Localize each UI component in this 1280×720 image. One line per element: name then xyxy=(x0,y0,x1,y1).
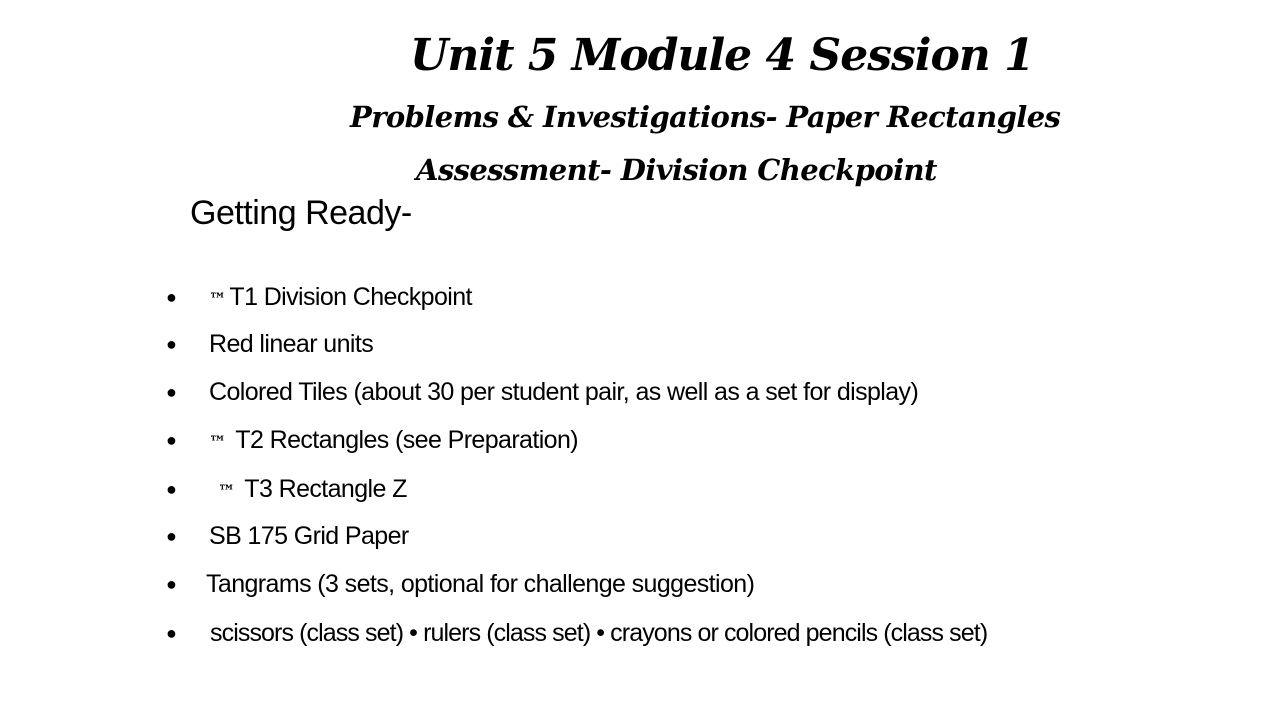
bullet-icon: ● xyxy=(166,382,177,402)
list-item-label: T1 Division Checkpoint xyxy=(229,283,472,311)
bullet-icon: ● xyxy=(166,574,177,594)
list-item-label: Colored Tiles (about 30 per student pair, as well as a set for display) xyxy=(209,378,919,406)
trademark-icon: ™ xyxy=(209,433,226,453)
section-heading-getting-ready: Getting Ready- xyxy=(190,194,412,232)
list-item-label: scissors (class set) • rulers (class set) • crayons or colored pencils (class set) xyxy=(210,619,988,647)
list-item-label: Red linear units xyxy=(209,330,374,358)
bullet-icon: ● xyxy=(166,526,177,546)
page-title: Unit 5 Module 4 Session 1 xyxy=(410,30,1034,81)
list-item-label: T3 Rectangle Z xyxy=(238,475,407,503)
bullet-icon: ● xyxy=(166,430,177,450)
list-item-label: Tangrams (3 sets, optional for challenge suggestion) xyxy=(206,570,755,598)
bullet-icon: ● xyxy=(166,623,177,643)
bullet-icon: ● xyxy=(166,479,177,499)
trademark-icon: ™ xyxy=(209,290,226,310)
bullet-icon: ● xyxy=(166,334,177,354)
list-item-label: SB 175 Grid Paper xyxy=(209,522,409,550)
trademark-icon: ™ xyxy=(218,482,235,502)
page-subtitle-assessment: Assessment- Division Checkpoint xyxy=(416,153,937,187)
list-item-label: T2 Rectangles (see Preparation) xyxy=(229,426,578,454)
bullet-icon: ● xyxy=(166,287,177,307)
page-subtitle-problems: Problems & Investigations- Paper Rectangles xyxy=(350,100,1061,134)
